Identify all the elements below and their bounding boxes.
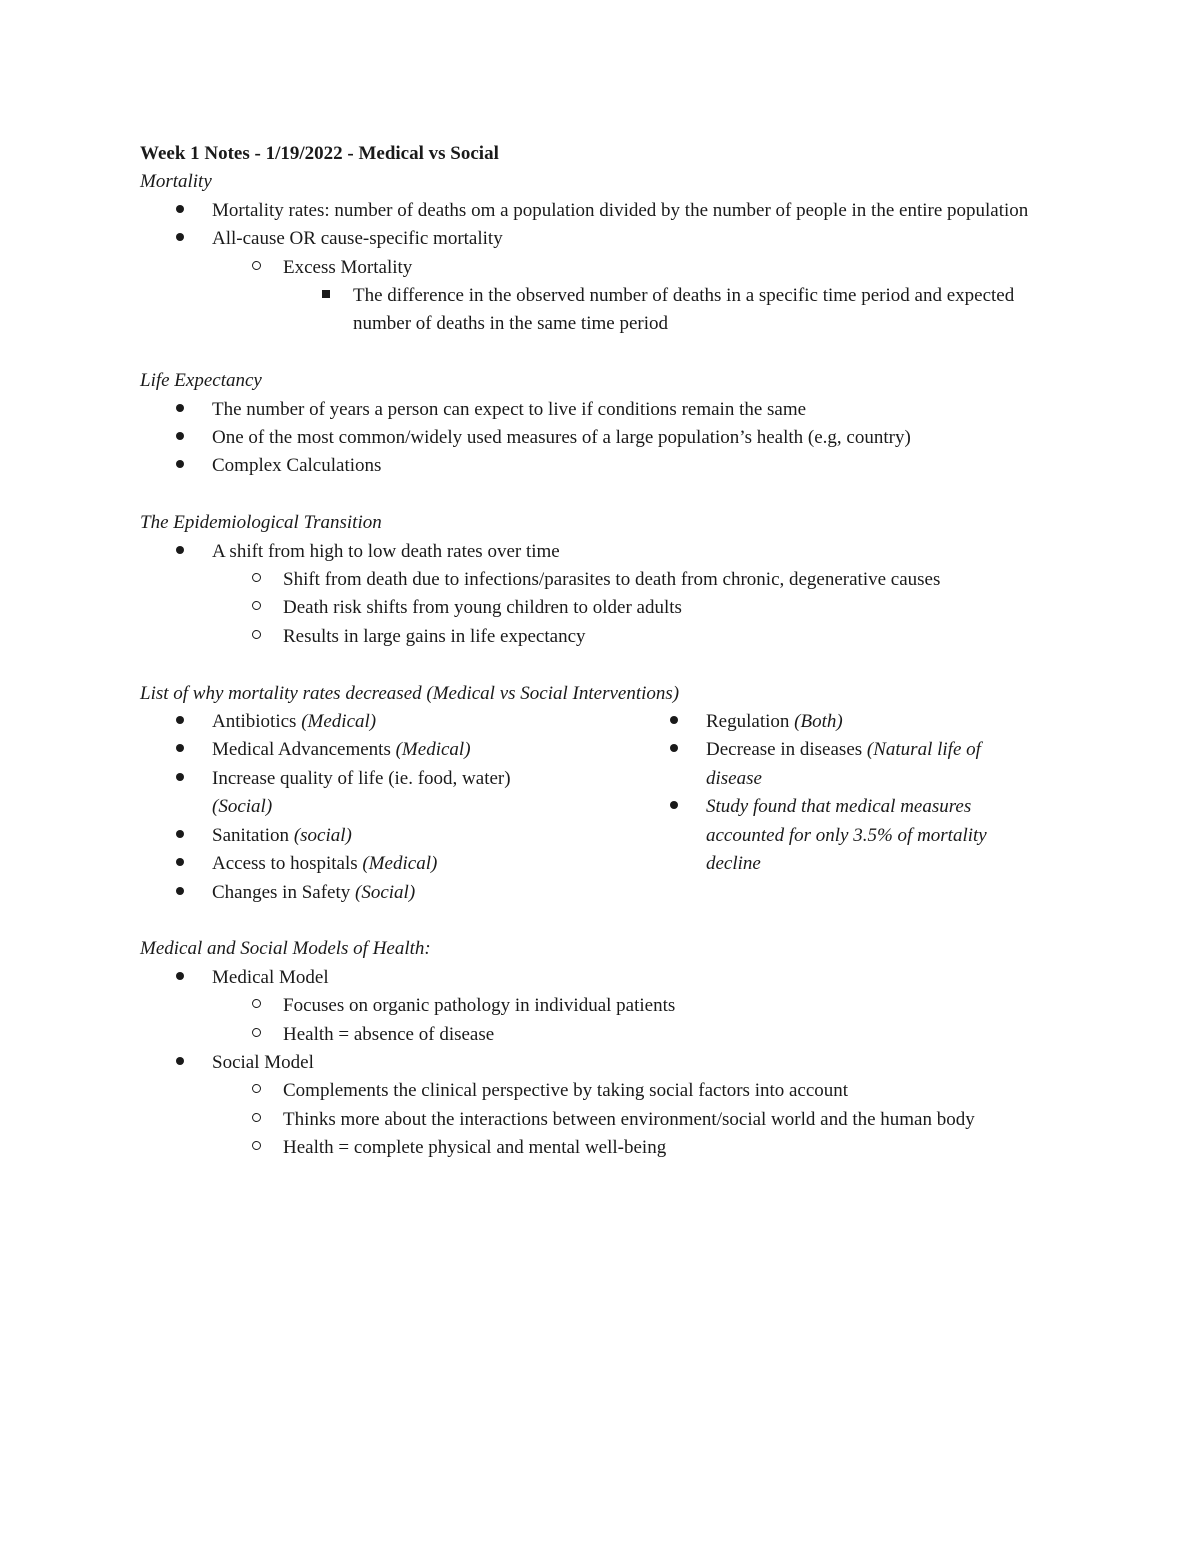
list-item: Antibiotics (Medical)	[140, 708, 634, 736]
bullet-icon	[664, 793, 684, 821]
list-item: Complex Calculations	[140, 452, 1060, 480]
section-heading-mortality: Mortality	[140, 171, 212, 193]
list-item: Excess Mortality	[140, 254, 1060, 282]
bullet-icon	[170, 396, 190, 424]
left-column	[140, 708, 634, 907]
section-heading-reasons: List of why mortality rates decreased (Medical vs Social Interventions)	[140, 682, 680, 704]
section-heading-epidemiological-transition: The Epidemiological Transition	[140, 512, 382, 534]
page-title: Week 1 Notes - 1/19/2022 - Medical vs Social	[140, 143, 499, 164]
bullet-icon	[170, 424, 190, 452]
list-item: Regulation (Both)	[634, 708, 1060, 736]
list-item: Results in large gains in life expectancy	[140, 623, 1060, 651]
bullet-icon	[170, 822, 190, 850]
list-item: Mortality rates: number of deaths om a population divided by the number of people in the entire population	[140, 197, 1060, 225]
list-item: Study found that medical measures accounted for only 3.5% of mortality decline	[634, 793, 1060, 878]
section-heading-life-expectancy: Life Expectancy	[140, 370, 262, 392]
circle-bullet-icon	[246, 623, 266, 651]
list-item: Changes in Safety (Social)	[140, 879, 634, 907]
list-item: A shift from high to low death rates over time	[140, 538, 1060, 566]
circle-bullet-icon	[246, 566, 266, 594]
bullet-icon	[170, 538, 190, 566]
list-item: One of the most common/widely used measures of a large population’s health (e.g, country)	[140, 424, 1060, 452]
bullet-icon	[170, 850, 190, 878]
bullet-icon	[170, 964, 190, 992]
list-item: Medical Model	[140, 964, 1060, 992]
bullet-icon	[664, 736, 684, 764]
bullet-icon	[170, 452, 190, 480]
list-item: Thinks more about the interactions between environment/social world and the human body	[140, 1106, 1060, 1134]
list-item: Medical Advancements (Medical)	[140, 736, 634, 764]
circle-bullet-icon	[246, 1106, 266, 1134]
bullet-icon	[664, 708, 684, 736]
list-item: Health = complete physical and mental well-being	[140, 1134, 1060, 1162]
circle-bullet-icon	[246, 254, 266, 282]
bullet-icon	[170, 225, 190, 253]
circle-bullet-icon	[246, 992, 266, 1020]
circle-bullet-icon	[246, 1134, 266, 1162]
list-item: Health = absence of disease	[140, 1021, 1060, 1049]
circle-bullet-icon	[246, 1077, 266, 1105]
section-heading-models: Medical and Social Models of Health:	[140, 938, 431, 960]
circle-bullet-icon	[246, 594, 266, 622]
list-item: Shift from death due to infections/parasites to death from chronic, degenerative causes	[140, 566, 1060, 594]
list-item: All-cause OR cause-specific mortality	[140, 225, 1060, 253]
list-item: Increase quality of life (ie. food, water) (Social)	[140, 765, 634, 822]
bullet-icon	[170, 879, 190, 907]
list-item: Access to hospitals (Medical)	[140, 850, 634, 878]
list-item: The number of years a person can expect to live if conditions remain the same	[140, 396, 1060, 424]
list-item: Social Model	[140, 1049, 1060, 1077]
bullet-icon	[170, 765, 190, 793]
list-item: Decrease in diseases (Natural life of disease	[634, 736, 1060, 793]
bullet-icon	[170, 1049, 190, 1077]
list-item: Sanitation (social)	[140, 822, 634, 850]
document-page	[140, 140, 1060, 1163]
right-column	[634, 708, 1060, 907]
bullet-icon	[170, 708, 190, 736]
bullet-icon	[170, 197, 190, 225]
two-column-list	[140, 708, 1060, 907]
list-item: Complements the clinical perspective by taking social factors into account	[140, 1077, 1060, 1105]
list-item: Death risk shifts from young children to older adults	[140, 594, 1060, 622]
bullet-icon	[170, 736, 190, 764]
circle-bullet-icon	[246, 1021, 266, 1049]
list-item: Focuses on organic pathology in individual patients	[140, 992, 1060, 1020]
square-bullet-icon	[316, 282, 336, 310]
list-item: The difference in the observed number of deaths in a specific time period and expected number of deaths in the same time period	[140, 282, 1060, 339]
